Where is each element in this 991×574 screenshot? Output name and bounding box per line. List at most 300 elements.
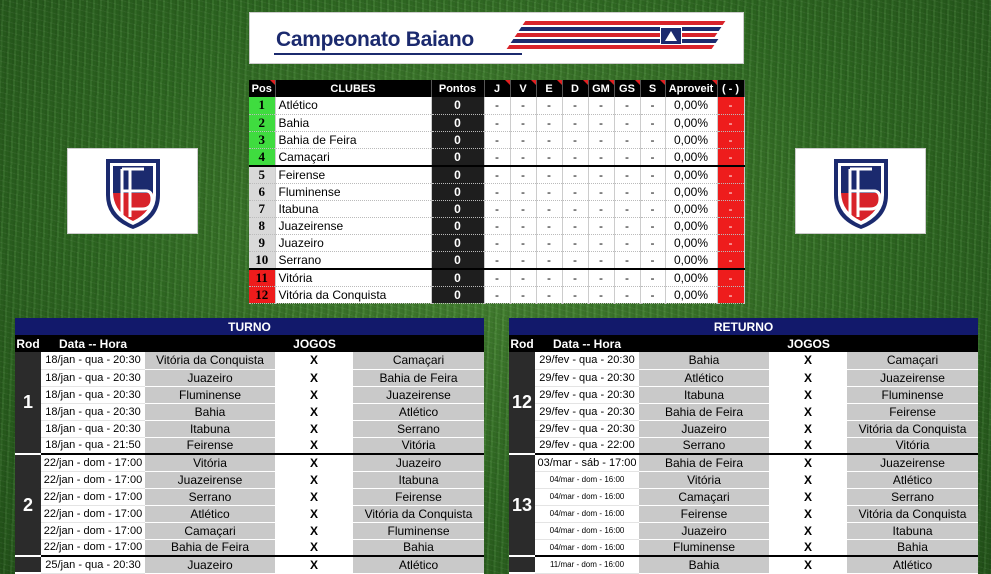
stat-j: - [484,97,510,114]
fixture-row [15,471,484,488]
versus-label: X [794,386,822,403]
away-team: Bahia de Feira [353,369,484,386]
stat-e: - [536,166,562,184]
versus-label: X [300,539,328,556]
stat-pts: 0 [431,251,484,269]
stat-s: - [640,166,665,184]
spacer [328,488,353,505]
spacer [822,386,847,403]
match-date: 18/jan - qua - 20:30 [41,352,145,369]
fixture-row [509,403,978,420]
spacer [328,369,353,386]
club-name: Vitória da Conquista [275,286,431,303]
fixture-row [509,539,978,556]
stat-gm: - [588,251,614,269]
stat-v: - [510,148,536,166]
home-team: Vitória [639,471,769,488]
round-number: 1 [15,352,41,454]
home-team: Juazeiro [639,420,769,437]
stat-aprov: 0,00% [665,97,717,114]
stat-neg: - [717,166,744,184]
stat-gs: - [614,131,640,148]
match-date: 29/fev - qua - 20:30 [535,420,639,437]
fixture-row [15,522,484,539]
fixture-row [15,488,484,505]
stat-e: - [536,234,562,251]
stat-gs: - [614,251,640,269]
stat-neg: - [717,269,744,287]
spacer [822,352,847,369]
col-pos: Pos [249,80,275,97]
stat-v: - [510,131,536,148]
stat-d: - [562,131,588,148]
match-date: 22/jan - dom - 17:00 [41,471,145,488]
versus-label: X [300,556,328,573]
position-cell: 8 [249,217,275,234]
stat-pts: 0 [431,217,484,234]
stat-s: - [640,234,665,251]
returno-table [509,318,978,574]
stat-d: - [562,166,588,184]
home-team: Bahia de Feira [639,454,769,471]
away-team: Feirense [353,488,484,505]
page-title: Campeonato Baiano [276,28,474,51]
club-name: Bahia de Feira [275,131,431,148]
spacer [275,437,300,454]
stat-s: - [640,183,665,200]
col-j: J [484,80,510,97]
stat-s: - [640,148,665,166]
stat-gm: - [588,269,614,287]
col-gs: GS [614,80,640,97]
match-date: 03/mar - sáb - 17:00 [535,454,639,471]
stat-neg: - [717,114,744,131]
stat-d: - [562,234,588,251]
fixture-row [509,505,978,522]
stat-v: - [510,166,536,184]
position-cell: 6 [249,183,275,200]
versus-label: X [794,488,822,505]
versus-label: X [300,369,328,386]
spacer [328,556,353,573]
returno-col-data: Data -- Hora [535,335,639,352]
stat-neg: - [717,97,744,114]
stat-v: - [510,114,536,131]
col-gm: GM [588,80,614,97]
home-team: Bahia [639,352,769,369]
position-cell: 9 [249,234,275,251]
stat-neg: - [717,251,744,269]
stat-j: - [484,251,510,269]
spacer [328,539,353,556]
col-pontos: Pontos [431,80,484,97]
stat-v: - [510,234,536,251]
versus-label: X [794,471,822,488]
stat-e: - [536,183,562,200]
stat-gm: - [588,217,614,234]
spacer [328,471,353,488]
position-cell: 11 [249,269,275,287]
spacer [328,522,353,539]
position-cell: 5 [249,166,275,184]
fixture-row [509,420,978,437]
stat-j: - [484,286,510,303]
stat-d: - [562,217,588,234]
spacer [822,505,847,522]
standings-row [249,269,744,287]
stat-gs: - [614,114,640,131]
stat-gm: - [588,166,614,184]
stat-pts: 0 [431,234,484,251]
spacer [275,369,300,386]
versus-label: X [794,352,822,369]
standings-row [249,148,744,166]
spacer [328,437,353,454]
home-team: Feirense [145,437,275,454]
standings-row [249,286,744,303]
position-cell: 12 [249,286,275,303]
position-cell: 10 [249,251,275,269]
home-team: Vitória da Conquista [145,352,275,369]
turno-table [15,318,484,574]
home-team: Bahia [145,403,275,420]
stat-s: - [640,97,665,114]
spacer [822,522,847,539]
spacer [275,403,300,420]
spacer [275,386,300,403]
away-team: Bahia [847,539,978,556]
away-team: Atlético [847,556,978,573]
club-name: Juazeiro [275,234,431,251]
home-team: Juazeiro [145,556,275,573]
stat-e: - [536,200,562,217]
stat-gs: - [614,234,640,251]
versus-label: X [300,454,328,471]
stat-gs: - [614,97,640,114]
stat-gm: - [588,200,614,217]
fixture-row [15,539,484,556]
match-date: 04/mar - dom - 16:00 [535,522,639,539]
versus-label: X [794,403,822,420]
home-team: Serrano [145,488,275,505]
away-team: Camaçari [847,352,978,369]
stat-s: - [640,286,665,303]
turno-col-rod: Rod [16,336,40,351]
fixture-row [509,369,978,386]
stat-s: - [640,269,665,287]
stat-neg: - [717,148,744,166]
away-team: Fluminense [847,386,978,403]
match-date: 29/fev - qua - 20:30 [535,369,639,386]
stat-e: - [536,97,562,114]
fixture-row [15,505,484,522]
fixture-row [509,437,978,454]
stat-gs: - [614,166,640,184]
stat-aprov: 0,00% [665,251,717,269]
fixture-row [15,556,484,573]
stat-s: - [640,200,665,217]
versus-label: X [794,369,822,386]
match-date: 22/jan - dom - 17:00 [41,488,145,505]
spacer [328,505,353,522]
round-number [509,556,535,573]
stat-j: - [484,114,510,131]
stat-d: - [562,148,588,166]
standings-table [249,80,745,304]
stat-aprov: 0,00% [665,286,717,303]
away-team: Feirense [847,403,978,420]
turno-fixtures [15,318,484,574]
round-number [15,556,41,573]
spacer [822,556,847,573]
standings-row [249,183,744,200]
stat-d: - [562,200,588,217]
stat-aprov: 0,00% [665,217,717,234]
stat-j: - [484,166,510,184]
away-team: Atlético [353,556,484,573]
stat-e: - [536,251,562,269]
away-team: Juazeirense [847,369,978,386]
match-date: 22/jan - dom - 17:00 [41,539,145,556]
club-name: Feirense [275,166,431,184]
match-date: 29/fev - qua - 20:30 [535,352,639,369]
stat-s: - [640,131,665,148]
match-date: 22/jan - dom - 17:00 [41,505,145,522]
match-date: 04/mar - dom - 16:00 [535,488,639,505]
stat-e: - [536,217,562,234]
club-name: Serrano [275,251,431,269]
col-neg: ( - ) [717,80,744,97]
versus-label: X [300,505,328,522]
stat-pts: 0 [431,286,484,303]
stat-neg: - [717,234,744,251]
fixture-row [509,352,978,369]
fixture-row [15,403,484,420]
spacer [822,539,847,556]
standings-row [249,217,744,234]
versus-label: X [300,403,328,420]
fixture-row [15,386,484,403]
round-number: 2 [15,454,41,556]
versus-label: X [300,420,328,437]
col-aproveit: Aproveit [665,80,717,97]
standings-row [249,251,744,269]
stat-e: - [536,114,562,131]
flag-triangle-icon [660,27,682,45]
spacer [275,488,300,505]
stat-gm: - [588,97,614,114]
versus-label: X [794,522,822,539]
spacer [275,522,300,539]
away-team: Fluminense [353,522,484,539]
home-team: Atlético [145,505,275,522]
spacer [275,539,300,556]
spacer [275,352,300,369]
away-team: Itabuna [353,471,484,488]
fixture-row [15,437,484,454]
stat-neg: - [717,200,744,217]
home-team: Itabuna [639,386,769,403]
away-team: Serrano [847,488,978,505]
stat-v: - [510,269,536,287]
stat-j: - [484,200,510,217]
fixture-row [509,556,978,573]
position-cell: 2 [249,114,275,131]
federation-logo-right [795,148,926,234]
versus-label: X [300,488,328,505]
spacer [769,437,794,454]
stat-e: - [536,269,562,287]
home-team: Juazeiro [639,522,769,539]
stat-pts: 0 [431,166,484,184]
stat-aprov: 0,00% [665,234,717,251]
home-team: Camaçari [639,488,769,505]
stat-gm: - [588,183,614,200]
spacer [822,420,847,437]
stat-pts: 0 [431,183,484,200]
standings-row [249,131,744,148]
position-cell: 3 [249,131,275,148]
stat-pts: 0 [431,200,484,217]
stat-e: - [536,148,562,166]
versus-label: X [794,454,822,471]
club-name: Bahia [275,114,431,131]
away-team: Vitória [353,437,484,454]
standings-row [249,114,744,131]
versus-label: X [300,386,328,403]
match-date: 18/jan - qua - 20:30 [41,420,145,437]
spacer [769,505,794,522]
home-team: Serrano [639,437,769,454]
away-team: Juazeirense [847,454,978,471]
home-team: Bahia de Feira [145,539,275,556]
stat-j: - [484,269,510,287]
away-team: Atlético [353,403,484,420]
stat-gm: - [588,114,614,131]
fixture-row [15,369,484,386]
col-clubes: CLUBES [275,80,431,97]
club-name: Fluminense [275,183,431,200]
spacer [769,471,794,488]
home-team: Juazeiro [145,369,275,386]
spacer [769,352,794,369]
fixture-row [15,454,484,471]
position-cell: 4 [249,148,275,166]
standings-header [249,80,744,97]
home-team: Camaçari [145,522,275,539]
stat-aprov: 0,00% [665,269,717,287]
home-team: Fluminense [145,386,275,403]
spacer [822,488,847,505]
match-date: 04/mar - dom - 16:00 [535,539,639,556]
away-team: Vitória [847,437,978,454]
stat-gs: - [614,148,640,166]
versus-label: X [794,505,822,522]
banner-underline [274,53,522,55]
home-team: Bahia [639,556,769,573]
spacer [275,454,300,471]
spacer [822,471,847,488]
home-team: Fluminense [639,539,769,556]
spacer [769,556,794,573]
spacer [769,454,794,471]
home-team: Feirense [639,505,769,522]
stat-gs: - [614,286,640,303]
stat-j: - [484,148,510,166]
stat-d: - [562,114,588,131]
home-team: Vitória [145,454,275,471]
stat-aprov: 0,00% [665,148,717,166]
stat-neg: - [717,131,744,148]
title-banner [249,12,744,64]
stat-v: - [510,97,536,114]
stat-d: - [562,286,588,303]
turno-title: TURNO [15,318,484,335]
versus-label: X [794,539,822,556]
match-date: 18/jan - qua - 20:30 [41,403,145,420]
home-team: Atlético [639,369,769,386]
stat-aprov: 0,00% [665,183,717,200]
versus-label: X [300,352,328,369]
bahia-flag-stripes [514,21,724,53]
stat-aprov: 0,00% [665,131,717,148]
match-date: 18/jan - qua - 20:30 [41,369,145,386]
spacer [822,369,847,386]
stat-aprov: 0,00% [665,200,717,217]
away-team: Atlético [847,471,978,488]
match-date: 11/mar - dom - 16:00 [535,556,639,573]
spacer [275,471,300,488]
spacer [275,556,300,573]
stat-gs: - [614,217,640,234]
match-date: 18/jan - qua - 21:50 [41,437,145,454]
spacer [769,522,794,539]
returno-title: RETURNO [509,318,978,335]
stat-aprov: 0,00% [665,166,717,184]
match-date: 18/jan - qua - 20:30 [41,386,145,403]
col-s: S [640,80,665,97]
stat-pts: 0 [431,97,484,114]
versus-label: X [300,437,328,454]
spacer [769,488,794,505]
stat-v: - [510,183,536,200]
spacer [822,454,847,471]
stat-e: - [536,286,562,303]
crest-icon [102,153,164,231]
standings-row [249,234,744,251]
match-date: 29/fev - qua - 20:30 [535,403,639,420]
col-d: D [562,80,588,97]
spacer [275,505,300,522]
col-v: V [510,80,536,97]
stat-gm: - [588,148,614,166]
stat-s: - [640,217,665,234]
returno-col-rod: Rod [510,336,534,351]
away-team: Vitória da Conquista [847,420,978,437]
turno-col-data: Data -- Hora [41,335,145,352]
position-cell: 7 [249,200,275,217]
spacer [769,369,794,386]
standings-row [249,200,744,217]
stat-pts: 0 [431,269,484,287]
stat-s: - [640,251,665,269]
crest-icon [830,153,892,231]
fixture-row [15,420,484,437]
stat-pts: 0 [431,148,484,166]
returno-fixtures [509,318,978,574]
away-team: Juazeiro [353,454,484,471]
versus-label: X [300,471,328,488]
